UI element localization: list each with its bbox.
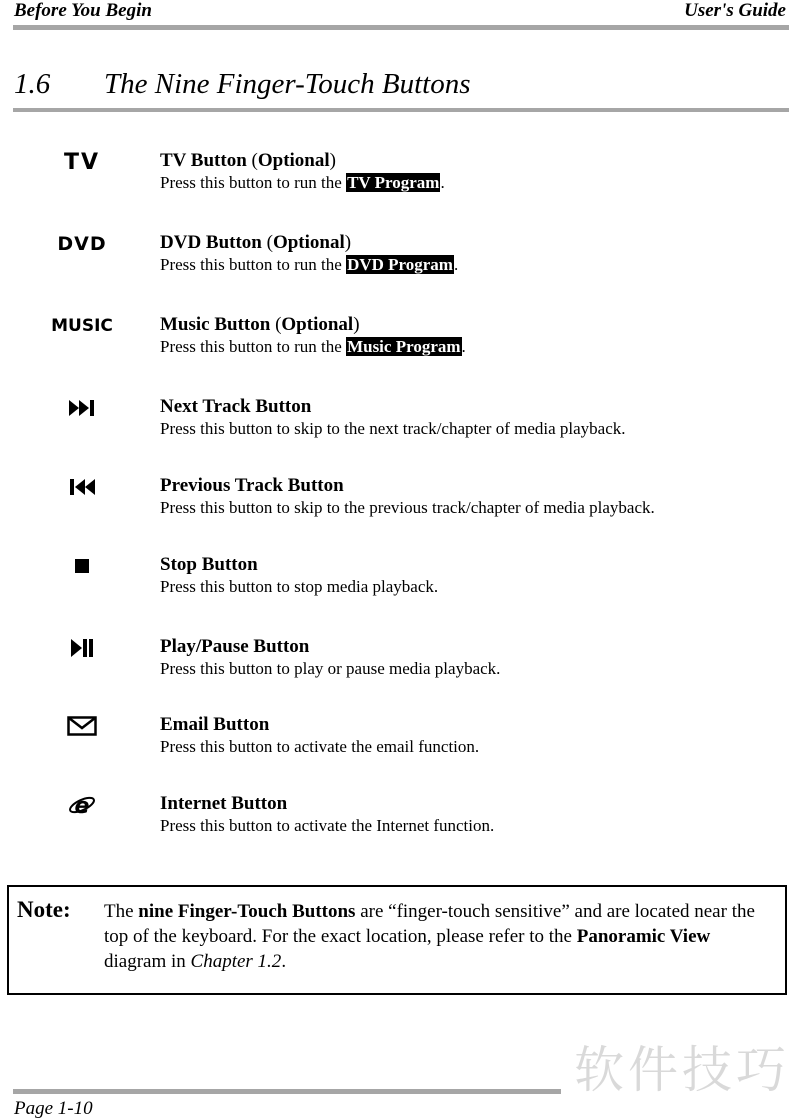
email-icon — [37, 714, 127, 738]
item-title: Music Button (Optional) — [160, 314, 360, 335]
footer-rule — [13, 1089, 561, 1094]
header-rule — [13, 25, 789, 30]
item-description: Press this button to activate the Internet function. — [160, 816, 495, 835]
svg-text:e: e — [74, 794, 90, 818]
section-rule — [13, 108, 789, 112]
item-title: Internet Button — [160, 793, 288, 814]
music-program-link[interactable]: Music Program — [347, 337, 461, 356]
item-title: Email Button — [160, 714, 270, 735]
page-header-left: Before You Begin — [14, 0, 152, 21]
stop-icon — [37, 554, 127, 578]
item-description: Press this button to skip to the next track/chapter of media playback. — [160, 419, 626, 438]
note-body: The nine Finger-Touch Buttons are “finger-touch sensitive” and are located near the top of the keyboard. For the exact location, please refer to the Panoramic View diagram in Chapter 1.2. — [104, 901, 755, 972]
item-title: Previous Track Button — [160, 475, 344, 496]
item-title: DVD Button (Optional) — [160, 232, 352, 253]
item-title: TV Button (Optional) — [160, 150, 336, 171]
note-box — [7, 885, 787, 995]
item-description: Press this button to run the TV Program. — [160, 173, 445, 192]
item-description: Press this button to run the Music Program. — [160, 337, 466, 356]
internet-icon — [37, 793, 127, 817]
dvd-text-icon: DVD — [57, 233, 107, 255]
item-title: Stop Button — [160, 554, 258, 575]
tv-text-icon: TV — [63, 149, 101, 175]
page-header-right: User's Guide — [684, 0, 786, 21]
item-description: Press this button to run the DVD Program. — [160, 255, 459, 274]
page-number: Page 1-10 — [14, 1098, 93, 1119]
section-title: The Nine Finger-Touch Buttons — [104, 68, 471, 100]
item-title: Play/Pause Button — [160, 636, 310, 657]
next-track-icon — [37, 396, 127, 420]
section-number: 1.6 — [14, 68, 51, 100]
item-title: Next Track Button — [160, 396, 312, 417]
play-pause-icon — [37, 636, 127, 660]
item-description: Press this button to activate the email function. — [160, 737, 480, 756]
note-label: Note: — [17, 897, 71, 922]
item-description: Press this button to skip to the previous track/chapter of media playback. — [160, 498, 655, 517]
previous-track-icon — [37, 475, 127, 499]
music-text-icon: MUSIC — [51, 316, 113, 336]
item-description: Press this button to stop media playback. — [160, 577, 439, 596]
dvd-program-link[interactable]: DVD Program — [347, 255, 453, 274]
watermark: 软件技巧 — [574, 1041, 790, 1099]
tv-program-link[interactable]: TV Program — [347, 173, 440, 192]
item-description: Press this button to play or pause media playback. — [160, 659, 501, 678]
